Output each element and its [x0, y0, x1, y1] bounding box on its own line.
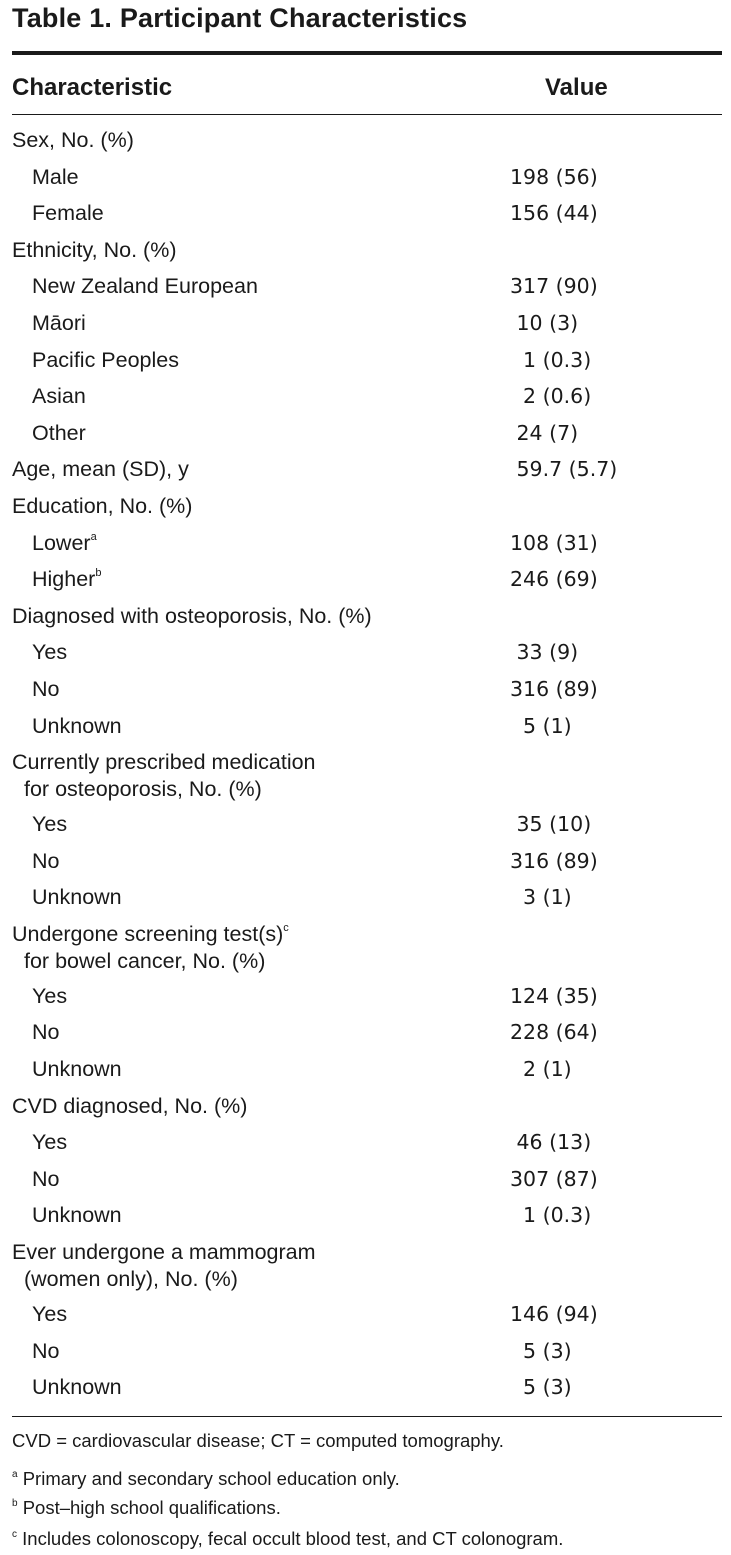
table-row: [12, 845, 722, 882]
table-row: [12, 124, 722, 161]
footnote-text: Post–high school qualifications.: [22, 1497, 281, 1518]
row-label-text: Yes: [32, 1302, 68, 1327]
row-category-label: [12, 921, 289, 975]
row-label-text: Age, mean (SD), y: [12, 457, 189, 482]
table-row: [12, 234, 722, 271]
row-value: 2 (1): [510, 1057, 572, 1082]
row-sublabel: [32, 310, 86, 337]
title-rule: [12, 51, 722, 55]
row-value: 317 (90): [510, 274, 598, 299]
row-sublabel: [32, 1019, 59, 1046]
row-value: 3 (1): [510, 885, 572, 910]
row-value: 316 (89): [510, 848, 598, 873]
row-label-text: Ethnicity, No. (%): [12, 237, 177, 262]
table-row: [12, 197, 722, 234]
row-label-text: Diagnosed with osteoporosis, No. (%): [12, 603, 372, 628]
row-category-label: [12, 127, 134, 154]
table-row: [12, 1335, 722, 1372]
header-characteristic: Characteristic: [12, 74, 173, 101]
table-row: [12, 673, 722, 710]
table-row: [12, 1016, 722, 1053]
row-value: 24 (7): [510, 420, 579, 445]
row-value: 246 (69): [510, 567, 598, 592]
row-label-text: No: [32, 1020, 60, 1045]
row-label-text: Undergone screening test(s): [12, 921, 284, 946]
row-sublabel: [32, 200, 104, 227]
footnote-text: Primary and secondary school education only.: [22, 1468, 400, 1489]
row-label-text: Yes: [32, 1130, 68, 1155]
row-value: 124 (35): [510, 983, 598, 1008]
table-row: [12, 344, 722, 381]
row-sublabel: [32, 676, 59, 703]
row-label-text: Unknown: [32, 713, 122, 738]
row-label-text: Yes: [32, 640, 68, 665]
table-row: [12, 1236, 722, 1298]
row-label-text: Pacific Peoples: [32, 347, 179, 372]
row-label-text: Asian: [32, 384, 86, 409]
row-label-text: Yes: [32, 983, 68, 1008]
row-sublabel: [32, 713, 122, 740]
table-row: [12, 636, 722, 673]
header-rule: [12, 114, 722, 115]
row-sublabel: [32, 273, 258, 300]
table-row: [12, 600, 722, 637]
table-row: [12, 1371, 722, 1408]
table-row: [12, 270, 722, 307]
row-label-text: No: [32, 1166, 60, 1191]
row-value: 198 (56): [510, 164, 598, 189]
row-sublabel: [32, 383, 86, 410]
table-row: [12, 417, 722, 454]
footnote-mark: a: [12, 1469, 18, 1480]
row-value: 59.7 (5.7): [510, 457, 618, 482]
row-label-text: Unknown: [32, 1375, 122, 1400]
row-sublabel: [32, 1301, 67, 1328]
row-value: 156 (44): [510, 201, 598, 226]
footnote-abbreviations: CVD = cardiovascular disease; CT = computed tomography.: [12, 1430, 504, 1451]
footnote-mark: b: [95, 567, 102, 580]
row-category-label: [12, 1239, 316, 1293]
row-sublabel: [32, 983, 67, 1010]
row-label-text: New Zealand European: [32, 274, 258, 299]
row-value: 228 (64): [510, 1020, 598, 1045]
footnote-c: [12, 1528, 722, 1550]
row-sublabel: [32, 1338, 59, 1365]
table-row: [12, 808, 722, 845]
row-category-label: [12, 456, 189, 483]
footnote-a: [12, 1468, 722, 1490]
row-sublabel: [32, 639, 67, 666]
row-sublabel: [32, 347, 179, 374]
row-label-text: Yes: [32, 812, 68, 837]
row-value: 46 (13): [510, 1130, 592, 1155]
row-label-text: Other: [32, 420, 86, 445]
row-label-text: Female: [32, 201, 104, 226]
row-label-continuation: (women only), No. (%): [24, 1267, 238, 1292]
footnote-mark: b: [12, 1498, 18, 1509]
row-category-label: [12, 493, 192, 520]
row-value: 5 (3): [510, 1338, 572, 1363]
row-sublabel: [32, 811, 67, 838]
table-row: [12, 490, 722, 527]
row-sublabel: [32, 420, 86, 447]
row-label-text: Education, No. (%): [12, 493, 193, 518]
table-row: [12, 1199, 722, 1236]
row-label-text: No: [32, 1338, 60, 1363]
row-label-text: Currently prescribed medication: [12, 750, 316, 775]
table-row: [12, 563, 722, 600]
row-value: 5 (3): [510, 1375, 572, 1400]
row-sublabel: [32, 1056, 122, 1083]
table-row: [12, 746, 722, 808]
row-sublabel: [32, 1166, 59, 1193]
row-value: 33 (9): [510, 640, 579, 665]
row-label-continuation: for bowel cancer, No. (%): [24, 948, 266, 973]
table-row: [12, 527, 722, 564]
row-sublabel: [32, 1374, 122, 1401]
header-value: Value: [545, 74, 608, 101]
table-row: [12, 453, 722, 490]
table-row: [12, 980, 722, 1017]
row-label-text: Male: [32, 164, 79, 189]
row-value: 307 (87): [510, 1166, 598, 1191]
table-row: [12, 1053, 722, 1090]
row-value: 2 (0.6): [510, 384, 592, 409]
row-sublabel: [32, 848, 59, 875]
footnote-mark: c: [283, 921, 289, 934]
row-sublabel: [32, 164, 79, 191]
footnote-mark: a: [90, 530, 97, 543]
row-value: 316 (89): [510, 676, 598, 701]
row-category-label: [12, 749, 316, 803]
row-label-text: Unknown: [32, 885, 122, 910]
table-row: [12, 161, 722, 198]
row-value: 108 (31): [510, 530, 598, 555]
row-sublabel: [32, 566, 101, 593]
row-sublabel: [32, 530, 97, 557]
bottom-rule: [12, 1416, 722, 1417]
row-sublabel: [32, 1129, 67, 1156]
table-row: [12, 1163, 722, 1200]
row-value: 10 (3): [510, 310, 579, 335]
row-label-text: Sex, No. (%): [12, 128, 134, 152]
table-row: [12, 1126, 722, 1163]
row-label-text: CVD diagnosed, No. (%): [12, 1093, 248, 1118]
row-label-text: No: [32, 676, 60, 701]
row-value: 146 (94): [510, 1302, 598, 1327]
table-title: Table 1. Participant Characteristics: [12, 3, 468, 33]
table-row: [12, 1090, 722, 1127]
row-value: 1 (0.3): [510, 1203, 592, 1228]
table-row: [12, 710, 722, 747]
row-label-text: Ever undergone a mammogram: [12, 1240, 316, 1265]
table-header: [12, 74, 722, 110]
row-sublabel: [32, 1202, 122, 1229]
table-row: [12, 307, 722, 344]
row-sublabel: [32, 884, 122, 911]
row-label-text: Māori: [32, 310, 86, 335]
row-label-text: Lower: [32, 530, 91, 555]
row-category-label: [12, 603, 372, 630]
row-label-text: Unknown: [32, 1203, 122, 1228]
row-value: 35 (10): [510, 812, 592, 837]
row-label-continuation: for osteoporosis, No. (%): [24, 777, 262, 802]
table-row: [12, 1298, 722, 1335]
row-label-text: Higher: [32, 567, 96, 592]
table-row: [12, 918, 722, 980]
footnote-mark: c: [12, 1529, 17, 1540]
table-row: [12, 881, 722, 918]
row-value: 1 (0.3): [510, 347, 592, 372]
row-category-label: [12, 1093, 247, 1120]
row-label-text: No: [32, 848, 60, 873]
footnote-b: [12, 1497, 722, 1519]
row-label-text: Unknown: [32, 1057, 122, 1082]
table-body: [12, 124, 722, 1408]
footnote-text: Includes colonoscopy, fecal occult blood test, and CT colonogram.: [22, 1528, 564, 1549]
row-category-label: [12, 237, 176, 264]
row-value: 5 (1): [510, 713, 572, 738]
table-row: [12, 380, 722, 417]
